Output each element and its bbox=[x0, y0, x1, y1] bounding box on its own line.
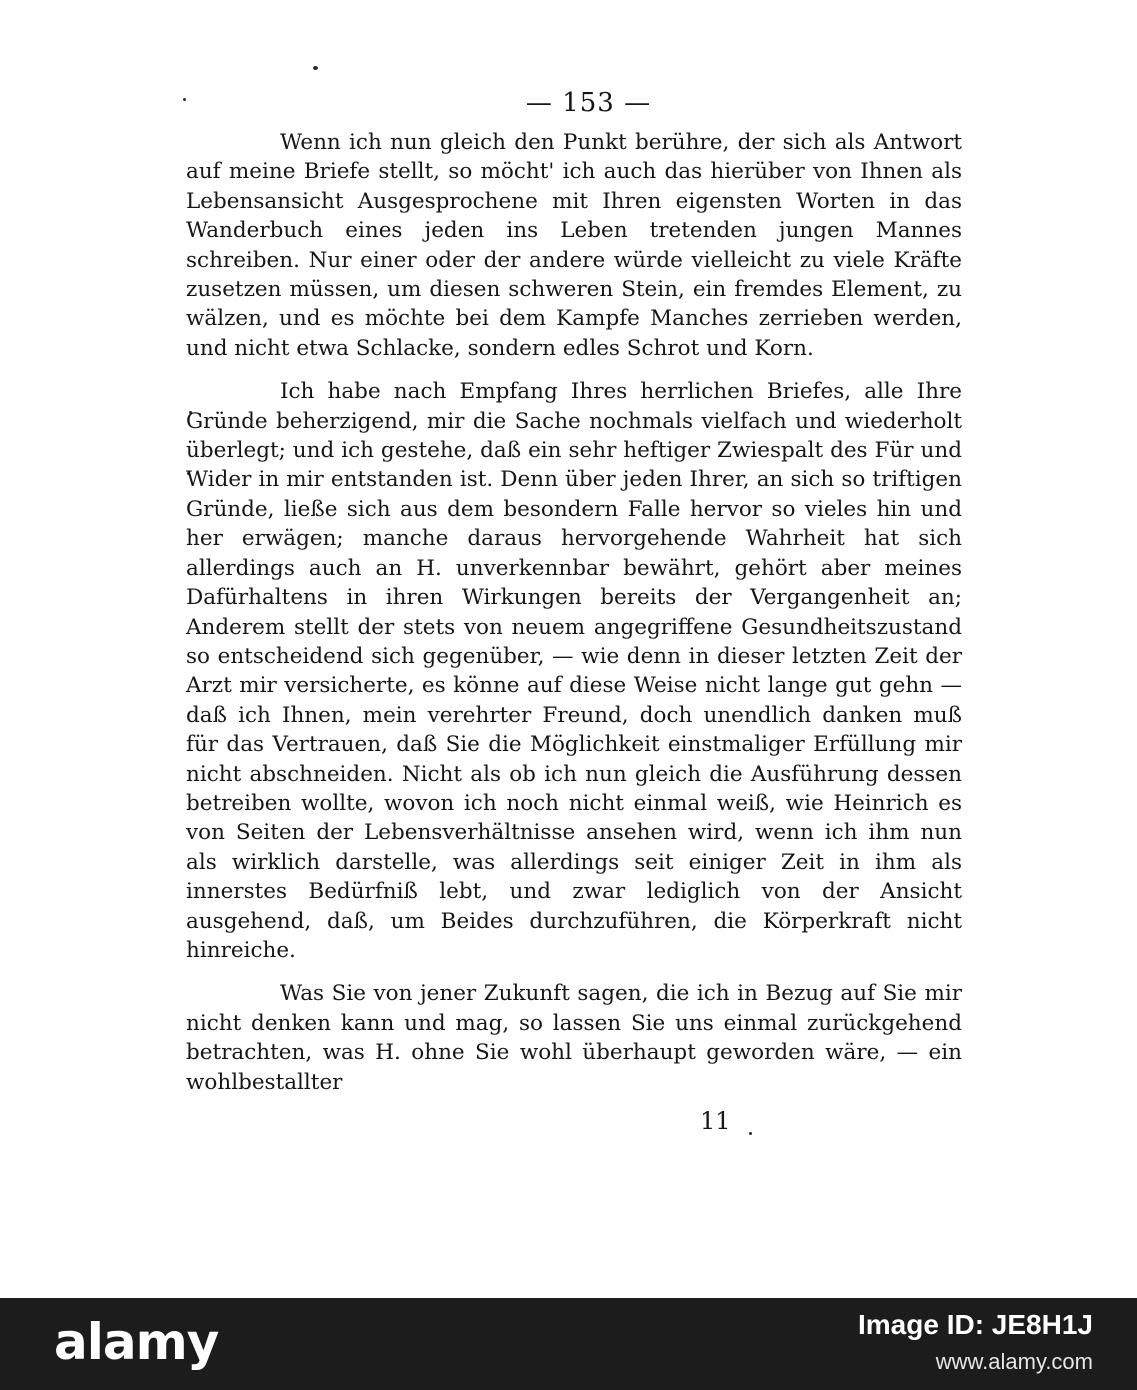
paragraph-1: Wenn ich nun gleich den Punkt berühre, der sich als Antwort auf meine Briefe stellt, so möcht' ich auch das hierüber von Ihnen als Lebensansicht Ausgesprochene mit Ihren eigensten Worten in das Wanderbuch eines jeden ins Leben tretenden jungen Mannes schreiben. Nur einer oder der andere würde vielleicht zu viele Kräfte zusetzen müssen, um diesen schweren Stein, ein fremdes Element, zu wälzen, und es möchte bei dem Kampfe Manches zerrieben werden, und nicht etwa Schlacke, sondern edles Schrot und Korn. bbox=[186, 130, 962, 361]
ink-speck bbox=[313, 66, 318, 70]
watermark-banner bbox=[0, 1298, 1137, 1390]
ink-speck bbox=[749, 1132, 752, 1135]
alamy-logo: alamy bbox=[54, 1313, 219, 1371]
body-text bbox=[186, 128, 962, 1097]
site-url-label: www.alamy.com bbox=[935, 1349, 1093, 1374]
image-id-label: Image ID: JE8H1J bbox=[858, 1309, 1093, 1340]
paragraph-3: Was Sie von jener Zukunft sagen, die ich in Bezug auf Sie mir nicht denken kann und mag, so lassen Sie uns einmal zurückgehend betrachten, was H. ohne Sie wohl überhaupt geworden wäre, — ein wohlbestallter bbox=[186, 981, 962, 1095]
signature-mark: 11 bbox=[700, 1107, 731, 1135]
page-number-header: — 153 — bbox=[525, 88, 652, 118]
paragraph-2: Ich habe nach Empfang Ihres herrlichen Briefes, alle Ihre Gründe beherzigend, mir die Sache nochmals vielfach und wiederholt überlegt; und ich gestehe, daß ein sehr heftiger Zwiespalt des Für und Wider in mir entstanden ist. Denn über jeden Ihrer, an sich so triftigen Gründe, ließe sich aus dem besondern Falle hervor so vieles hin und her erwägen; manche daraus hervorgehende Wahrheit hat sich allerdings auch an H. unverkennbar bewährt, gehört aber meines Dafürhaltens in ihren Wirkungen bereits der Vergangenheit an; Anderem stellt der stets von neuem angegriffene Gesundheitszustand so entscheidend sich gegenüber, — wie denn in dieser letzten Zeit der Arzt mir versicherte, es könne auf diese Weise nicht lange gut gehn — daß ich Ihnen, mein verehrter Freund, doch unendlich danken muß für das Vertrauen, daß Sie die Möglichkeit einstmaliger Erfüllung mir nicht abschneiden. Nicht als ob ich nun gleich die Ausführung dessen betreiben wollte, wovon ich noch nicht einmal weiß, wie Heinrich es von Seiten der Lebensverhältnisse ansehen wird, wenn ich ihm nun als wirklich darstelle, was allerdings seit einiger Zeit in ihm als innerstes Bedürfniß lebt, und zwar lediglich von der Ansicht ausgehend, daß, um Beides durchzuführen, die Körperkraft nicht hinreiche. bbox=[186, 379, 962, 963]
